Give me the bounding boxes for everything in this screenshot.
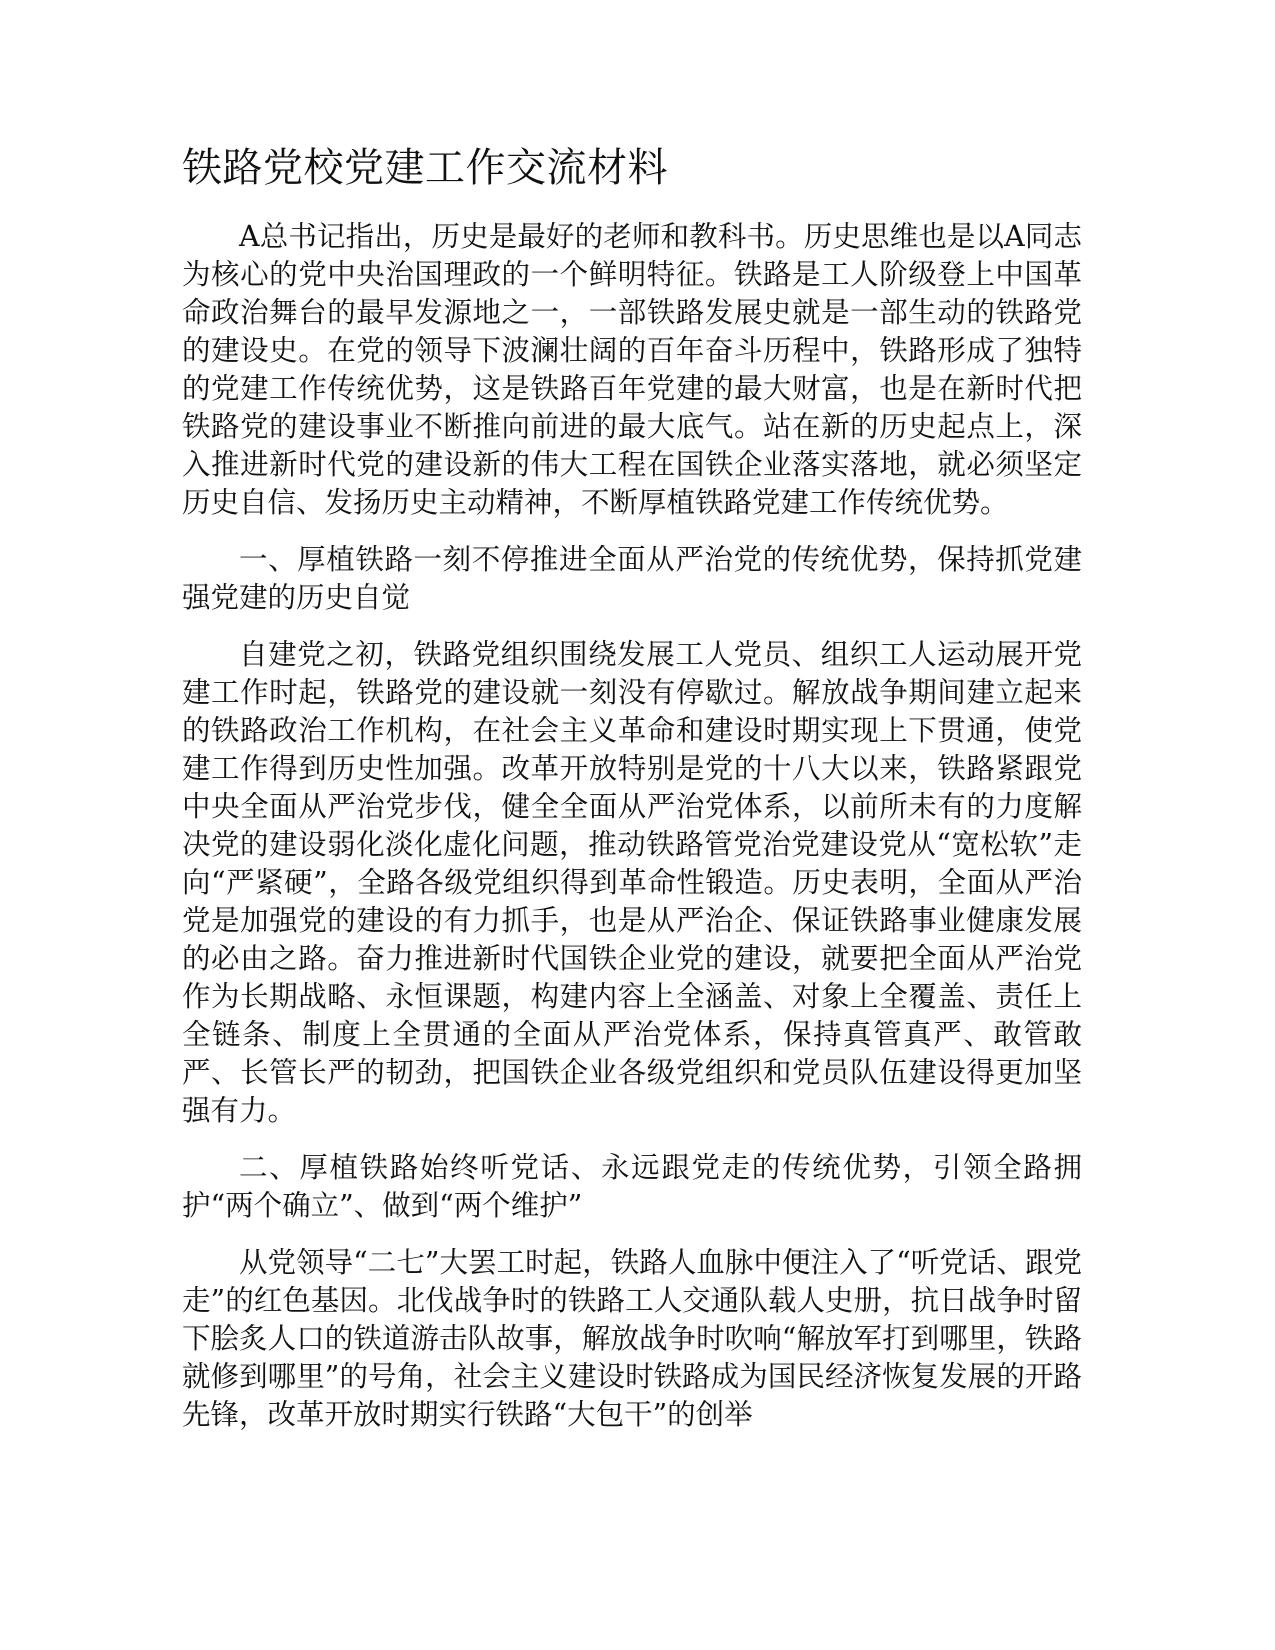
section-2-paragraph: 从党领导“二七”大罢工时起，铁路人血脉中便注入了“听党话、跟党走”的红色基因。北伐战争时的铁路工人交通队载人史册，抗日战争时留下脍炙人口的铁道游击队故事，解放战争时吹响“解放军打到哪里，铁路就修到哪里”的号角，社会主义建设时铁路成为国民经济恢复发展的开路先锋，改革开放时期实行铁路“大包干”的创举	[182, 1246, 1082, 1431]
document-page	[182, 140, 1082, 1453]
section-1-paragraph: 自建党之初，铁路党组织围绕发展工人党员、组织工人运动展开党建工作时起，铁路党的建设就一刻没有停歇过。解放战争期间建立起来的铁路政治工作机构，在社会主义革命和建设时期实现上下贯通，使党建工作得到历史性加强。改革开放特别是党的十八大以来，铁路紧跟党中央全面从严治党步伐，健全全面从严治党体系，以前所未有的力度解决党的建设弱化淡化虚化问题，推动铁路管党治党建设党从“宽松软”走向“严紧硬”，全路各级党组织得到革命性锻造。历史表明，全面从严治党是加强党的建设的有力抓手，也是从严治企、保证铁路事业健康发展的必由之路。奋力推进新时代国铁企业党的建设，就要把全面从严治党作为长期战略、永恒课题，构建内容上全涵盖、对象上全覆盖、责任上全链条、制度上全贯通的全面从严治党体系，保持真管真严、敢管敢严、长管长严的韧劲，把国铁企业各级党组织和党员队伍建设得更加坚强有力。	[182, 638, 1082, 1127]
section-heading-2: 二、厚植铁路始终听党话、永远跟党走的传统优势，引领全路拥护“两个确立”、做到“两个维护”	[182, 1151, 1082, 1222]
section-heading-1: 一、厚植铁路一刻不停推进全面从严治党的传统优势，保持抓党建强党建的历史自觉	[182, 543, 1082, 614]
intro-paragraph: A总书记指出，历史是最好的老师和教科书。历史思维也是以A同志为核心的党中央治国理政的一个鲜明特征。铁路是工人阶级登上中国革命政治舞台的最早发源地之一，一部铁路发展史就是一部生动的铁路党的建设史。在党的领导下波澜壮阔的百年奋斗历程中，铁路形成了独特的党建工作传统优势，这是铁路百年党建的最大财富，也是在新时代把铁路党的建设事业不断推向前进的最大底气。站在新的历史起点上，深入推进新时代党的建设新的伟大工程在国铁企业落实落地，就必须坚定历史自信、发扬历史主动精神，不断厚植铁路党建工作传统优势。	[182, 220, 1082, 519]
document-title: 铁路党校党建工作交流材料	[182, 145, 668, 191]
